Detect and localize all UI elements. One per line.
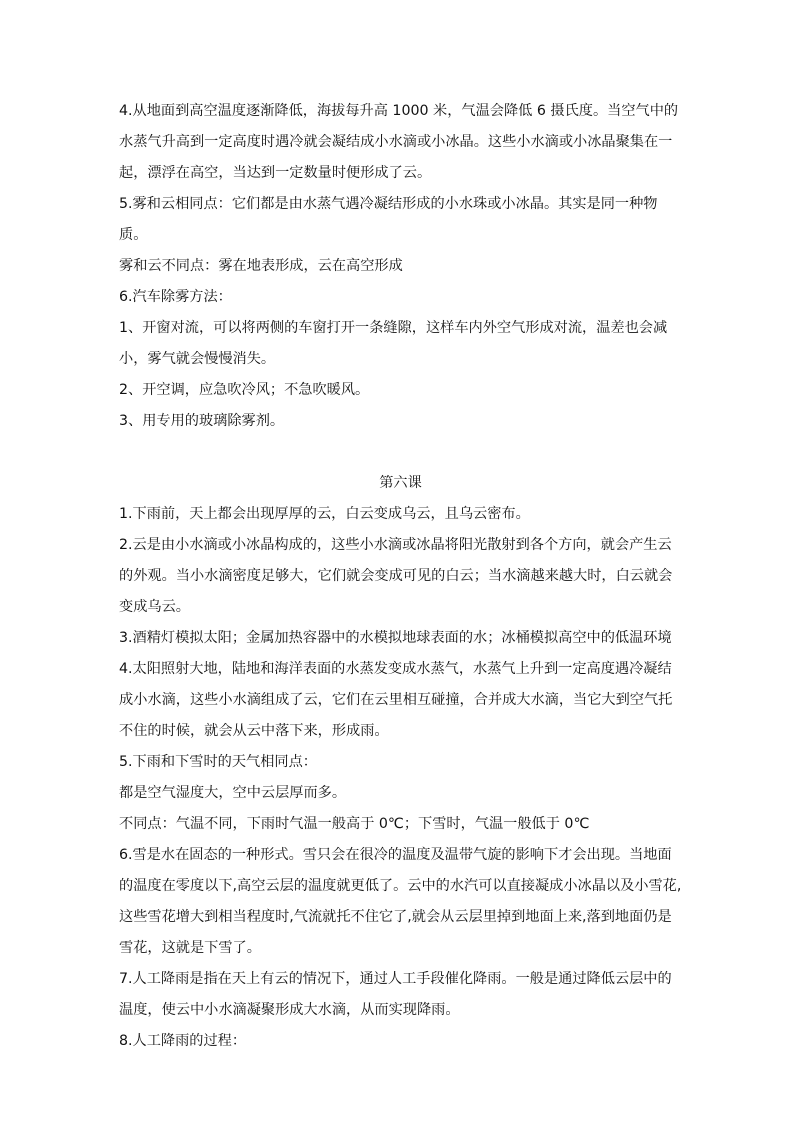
paragraph-clouds-formation: 4.从地面到高空温度逐渐降低，海拔每升高 1000 米，气温会降低 6 摄氏度。当空气中的水蒸气升高到一定高度时遇冷就会凝结成小水滴或小冰晶。这些小水滴或小冰晶聚集在一起，漂浮在高空，当达到一定数量时便形成了云。: [119, 103, 679, 181]
paragraph-before-rain: 1.下雨前，天上都会出现厚厚的云，白云变成乌云，且乌云密布。: [119, 506, 530, 522]
spacer: [119, 437, 682, 468]
paragraph-snow-formation: 6.雪是水在固态的一种形式。雪只会在很冷的温度及温带气旋的影响下才会出现。当地面的温度在零度以下,高空云层的温度就更低了。云中的水汽可以直接凝成小冰晶以及小雪花,这些雪花增大到相当程度时,气流就托不住它了,就会从云层里掉到地面上来,落到地面仍是雪花，这就是下雪了。: [119, 847, 682, 956]
paragraph-experiment-model: 3.酒精灯模拟太阳；金属加热容器中的水模拟地球表面的水；冰桶模拟高空中的低温环境: [119, 630, 672, 646]
paragraph-cloud-composition: 2.云是由小水滴或小冰晶构成的，这些小水滴或冰晶将阳光散射到各个方向，就会产生云的外观。当小水滴密度足够大，它们就会变成可见的白云；当水滴越来越大时，白云就会变成乌云。: [119, 537, 673, 615]
paragraph-rain-snow-common: 都是空气湿度大，空中云层厚而多。: [119, 785, 347, 801]
paragraph-defog-method-2: 2、开空调，应急吹冷风；不急吹暖风。: [119, 382, 370, 398]
document-body: [119, 96, 682, 1057]
paragraph-rain-snow-similarity: 5.下雨和下雪时的天气相同点：: [119, 754, 317, 770]
paragraph-fog-cloud-similarity: 5.雾和云相同点：它们都是由水蒸气遇冷凝结形成的小水珠或小冰晶。其实是同一种物质。: [119, 196, 658, 243]
lesson-title: 第六课: [379, 475, 422, 491]
paragraph-fog-cloud-difference: 雾和云不同点：雾在地表形成，云在高空形成: [119, 258, 403, 274]
paragraph-artificial-rain: 7.人工降雨是指在天上有云的情况下，通过人工手段催化降雨。一般是通过降低云层中的温度，使云中小水滴凝聚形成大水滴，从而实现降雨。: [119, 971, 672, 1018]
paragraph-artificial-rain-process: 8.人工降雨的过程：: [119, 1033, 247, 1049]
paragraph-rain-snow-difference: 不同点：气温不同，下雨时气温一般高于 0℃；下雪时，气温一般低于 0℃: [119, 816, 590, 832]
paragraph-rain-formation: 4.太阳照射大地，陆地和海洋表面的水蒸发变成水蒸气，水蒸气上升到一定高度遇冷凝结成小水滴，这些小水滴组成了云，它们在云里相互碰撞，合并成大水滴，当它大到空气托不住的时候，就会从云中落下来，形成雨。: [119, 661, 673, 739]
paragraph-defog-method-1: 1、开窗对流，可以将两侧的车窗打开一条缝隙，这样车内外空气形成对流，温差也会减小，雾气就会慢慢消失。: [119, 320, 668, 367]
paragraph-defog-method-3: 3、用专用的玻璃除雾剂。: [119, 413, 285, 429]
paragraph-defog-methods-heading: 6.汽车除雾方法：: [119, 289, 232, 305]
